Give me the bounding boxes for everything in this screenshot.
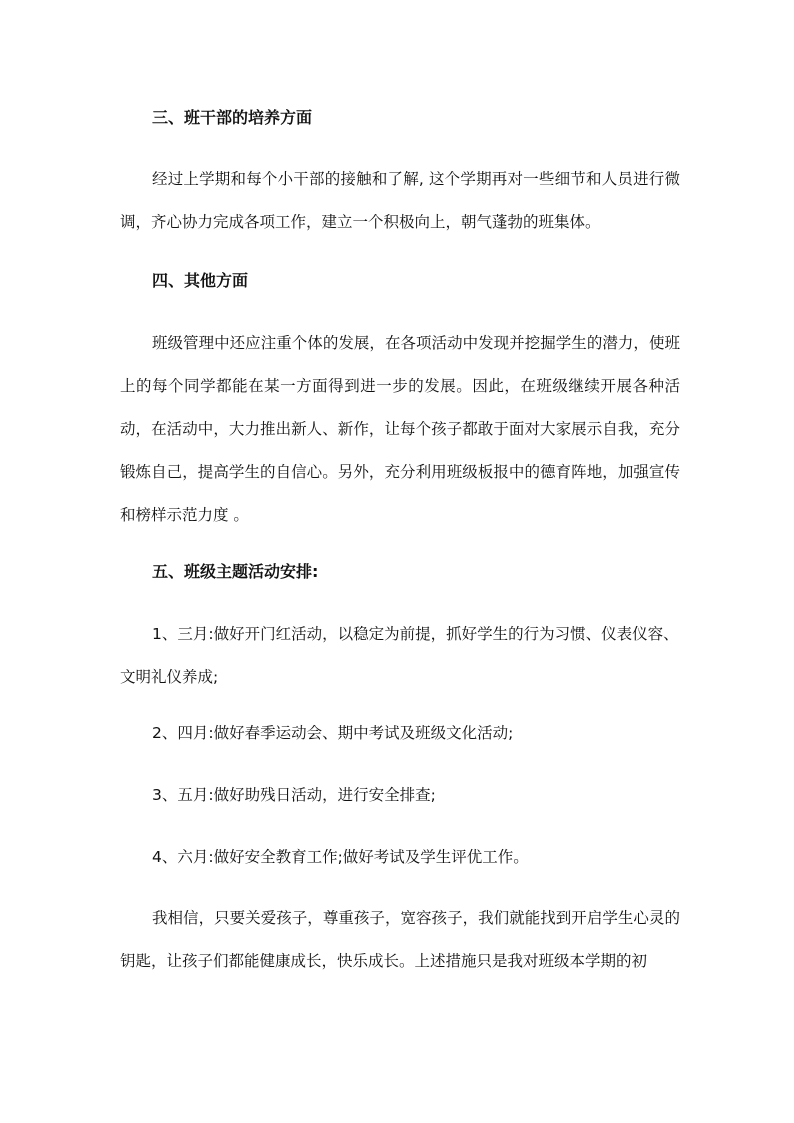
section-4-heading: 四、其他方面 xyxy=(152,271,249,290)
activity-item-may: 3、五月:做好助残日活动，进行安全排查; xyxy=(152,786,436,804)
section-4-paragraph: 班级管理中还应注重个体的发展，在各项活动中发现并挖掘学生的潜力，使班上的每个同学都能在某一方面得到进一步的发展。因此，在班级继续开展各种活动，在活动中，大力推出新人、新作，让每个孩子都敢于面对大家展示自我，充分锻炼自己，提高学生的自信心。另外，充分利用班级板报中的德育阵地，加强宣传和榜样示范力度 。 xyxy=(120,334,680,524)
activity-item-march: 1、三月:做好开门红活动，以稳定为前提，抓好学生的行为习惯、仪表仪容、文明礼仪养成; xyxy=(120,625,679,686)
activity-item-april: 2、四月:做好春季运动会、期中考试及班级文化活动; xyxy=(152,724,514,742)
section-3-heading: 三、班干部的培养方面 xyxy=(152,108,313,127)
section-3-paragraph: 经过上学期和每个小干部的接触和了解, 这个学期再对一些细节和人员进行微调，齐心协力完成各项工作，建立一个积极向上，朝气蓬勃的班集体。 xyxy=(120,170,680,231)
closing-paragraph: 我相信，只要关爱孩子，尊重孩子，宽容孩子，我们就能找到开启学生心灵的钥匙，让孩子们都能健康成长，快乐成长。上述措施只是我对班级本学期的初 xyxy=(120,909,680,970)
section-5-heading: 五、班级主题活动安排: xyxy=(152,562,319,581)
activity-item-june: 4、六月:做好安全教育工作;做好考试及学生评优工作。 xyxy=(152,848,529,866)
